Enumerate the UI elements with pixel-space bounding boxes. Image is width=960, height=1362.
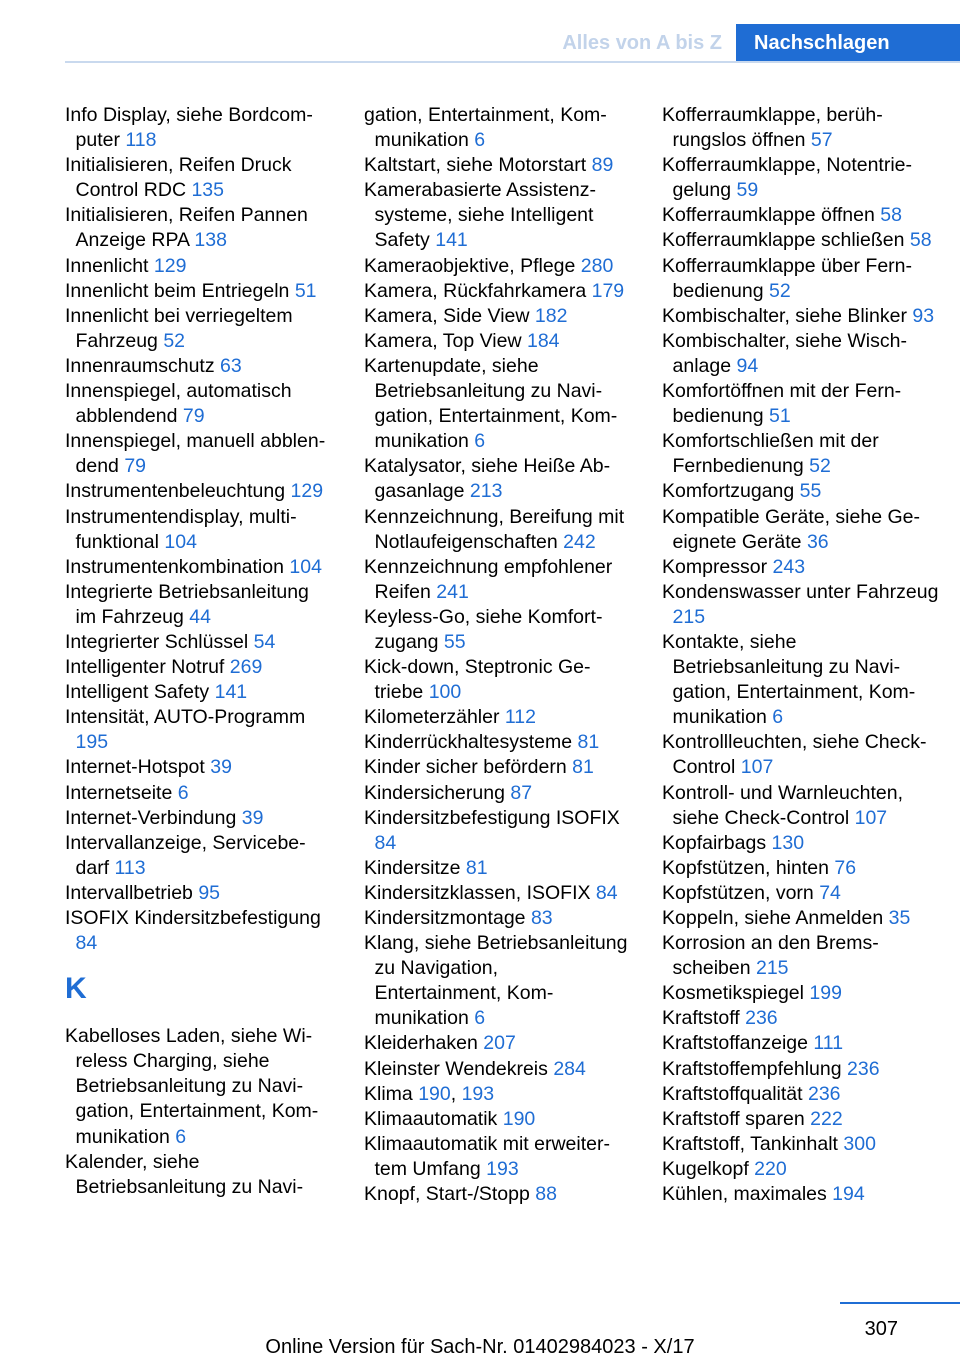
index-entry [65,705,330,755]
page-reference-link[interactable]: 39 [210,756,232,779]
index-term: Instrumentenbeleuchtung [65,480,286,503]
page-reference-link[interactable]: 36 [806,530,829,553]
index-term: Initialisieren, Reifen Druck Control RDC [65,154,292,202]
index-term: Kühlen, maximales [662,1183,827,1206]
header-chapter-tab: Nachschlagen [736,24,960,62]
index-entry [364,555,629,605]
index-term: Intelligent Safety [65,681,210,704]
index-entry [65,304,330,354]
page-reference-link[interactable]: 100 [428,681,462,704]
index-entry [65,781,330,806]
page-reference-link[interactable]: 130 [771,831,805,854]
index-term: Innenspiegel, automatisch abblendend [65,380,292,428]
index-entry [662,580,942,630]
index-entry [364,178,629,253]
index-entry [662,981,942,1006]
page-reference-link[interactable]: 269 [229,656,263,679]
index-term: Kofferraumklappe, berührungslos öffnen [662,104,883,152]
index-entry [65,881,330,906]
index-entry [65,153,330,203]
index-entry [65,254,330,279]
index-term: Kraftstoffqualität [662,1082,803,1105]
index-entry [364,1031,629,1056]
index-entry [662,103,942,153]
index-entry [662,479,942,504]
index-entry [662,881,942,906]
index-term: Kinderrückhaltesysteme [364,731,573,754]
index-term: Kofferraumklappe schließen [662,229,905,252]
page-reference-link[interactable]: 129 [153,254,187,277]
page-reference-link[interactable]: 138 [194,229,227,252]
page-reference-link[interactable]: 79 [124,455,147,478]
footer-accent-rule [840,1302,960,1304]
index-term: Kugelkopf [662,1157,749,1180]
index-term: Kraftstoffanzeige [662,1032,808,1055]
index-term: Intensität, AUTO-Programm [65,706,306,729]
page-reference-link[interactable]: 76 [834,856,857,879]
index-entry [364,1182,629,1207]
page-reference-link[interactable]: 194 [832,1183,865,1206]
page-reference-link[interactable]: 55 [799,480,822,503]
page-reference-link[interactable]: 182 [534,304,568,327]
index-term: Kaltstart, siehe Motorstart [364,154,587,177]
index-term: Kindersitze [364,856,461,879]
index-entry [662,304,942,329]
index-entry [65,1150,330,1200]
index-term: Kontroll- und Warnleuchten, siehe Check-Control [662,781,903,829]
page-reference-link[interactable]: 236 [807,1082,841,1105]
index-term: Innenspiegel, manuell abblendend [65,430,326,478]
index-entry [662,1006,942,1031]
index-entry [364,881,629,906]
index-term: Info Display, siehe Bordcomputer [65,104,313,152]
page-reference-link[interactable]: 193 [461,1082,495,1105]
index-entry [65,279,330,304]
index-entry [364,705,629,730]
index-entry [662,329,942,379]
index-entry [65,755,330,780]
index-term: Integrierter Schlüssel [65,630,249,653]
index-entry [364,755,629,780]
page-reference-link[interactable]: 184 [526,329,560,352]
index-entry: Klima 190, 193 [364,1082,495,1105]
index-entry [662,1107,942,1132]
index-column-3 [662,103,942,1207]
index-entry [364,605,629,655]
index-entry [662,429,942,479]
page-reference-link[interactable]: 6 [474,430,486,453]
page-reference-link[interactable]: 74 [819,881,841,904]
index-term: gation, Entertainment, Kommunikation [364,104,607,152]
page-reference-link[interactable]: 84 [75,932,98,955]
index-term: Internet-Verbindung [65,806,237,829]
index-entry [364,856,629,881]
index-entry [662,781,942,831]
page-reference-link[interactable]: 213 [469,480,503,503]
index-term: Kraftstoffempfehlung [662,1057,842,1080]
index-term: Integrierte Betriebsanleitung im Fahrzeug [65,580,309,628]
page-reference-link[interactable]: 300 [843,1132,876,1155]
index-entry [65,505,330,555]
index-term: Kamerabasierte Assistenzsysteme, siehe Intelligent Safety [364,179,596,252]
index-entry [364,806,629,856]
page-reference-link[interactable]: 52 [163,329,186,352]
index-term: Kofferraumklappe über Fernbedienung [662,254,913,302]
page-reference-link[interactable]: 107 [740,756,774,779]
index-term: Innenlicht [65,254,149,277]
index-entry [662,228,942,253]
page-reference-link[interactable]: 190 [418,1082,451,1105]
footer-online-version: Online Version für Sach-Nr. 01402984023 - X/17 [265,1336,695,1358]
page-reference-link[interactable]: 195 [75,731,109,754]
index-term: Innenlicht beim Entriegeln [65,279,290,302]
page-reference-link[interactable]: 58 [909,229,932,252]
page-reference-link[interactable]: 193 [486,1157,519,1180]
page-reference-link[interactable]: 222 [810,1107,843,1130]
page-reference-link[interactable]: 59 [736,179,759,202]
index-term: Kofferraumklappe, Notentriegelung [662,154,913,202]
index-entry [662,153,942,203]
page-reference-link[interactable]: 39 [241,806,264,829]
index-entry [662,1031,942,1056]
index-entry [662,1057,942,1082]
page-reference-link[interactable]: 190 [502,1107,536,1130]
index-term: Klimaautomatik mit erweitertem Umfang [364,1132,610,1180]
index-entry [662,254,942,304]
index-term: Kraftstoff [662,1007,740,1030]
page-reference-link[interactable]: 129 [290,480,324,503]
page-reference-link[interactable]: 179 [591,279,625,302]
index-entry [364,304,629,329]
index-term: Kompatible Geräte, siehe Geeignete Geräte [662,505,920,553]
page-reference-link[interactable]: 242 [563,530,596,553]
index-term: Kennzeichnung, Bereifung mit Notlaufeigenschaften [364,505,625,553]
index-term: Instrumentenkombination [65,555,284,578]
page-reference-link[interactable]: 107 [854,806,888,829]
index-entry [662,555,942,580]
index-term: Kofferraumklappe öffnen [662,204,875,227]
index-term: Kleinster Wendekreis [364,1057,548,1080]
page-reference-link[interactable]: 52 [809,455,831,478]
page-reference-link[interactable]: 112 [504,706,536,729]
index-term: Kartenupdate, siehe Betriebsanleitung zu Navigation, Entertainment, Kommunikation [364,354,618,453]
page-reference-link[interactable]: 113 [114,856,146,879]
index-entry [65,479,330,504]
index-entry [364,279,629,304]
index-term: Kameraobjektive, Pflege [364,254,576,277]
page-reference-link[interactable]: 111 [813,1032,844,1055]
index-term: Internet-Hotspot [65,756,205,779]
index-term: Klimaautomatik [364,1107,498,1130]
index-entry [364,505,629,555]
page-reference-link[interactable]: 89 [591,154,614,177]
index-term: Innenlicht bei verriegeltem Fahrzeug [65,304,293,352]
index-term: Intervallanzeige, Servicebedarf [65,831,306,879]
index-term: Instrumentendisplay, multifunktional [65,505,297,553]
page-reference-link[interactable]: 118 [125,129,157,152]
page-reference-link[interactable]: 93 [912,304,935,327]
page-reference-link[interactable]: 220 [754,1157,787,1180]
page-reference-link[interactable]: 54 [253,630,276,653]
index-term: Innenraumschutz [65,354,215,377]
index-entry [65,630,330,655]
index-entry [364,781,629,806]
page-reference-link[interactable]: 52 [769,279,791,302]
index-entry [65,806,330,831]
index-term: Kamera, Side View [364,304,530,327]
index-entry [662,730,942,780]
page-reference-link[interactable]: 6 [474,1007,486,1030]
index-entry [65,555,330,580]
index-entry [364,730,629,755]
page-reference-link[interactable]: 243 [772,555,806,578]
index-entry [662,1132,942,1157]
page-reference-link[interactable]: 6 [175,1125,187,1148]
index-entry [364,1107,629,1132]
index-entry [662,505,942,555]
page-reference-link[interactable]: 83 [530,907,553,929]
page-reference-link[interactable]: 88 [535,1183,557,1206]
index-term: Kamera, Top View [364,329,522,352]
index-entry [65,379,330,429]
index-term: Kontrollleuchten, siehe Check-Control [662,731,927,779]
header-section-title: Alles von A bis Z [562,32,722,54]
index-entry [662,630,942,730]
index-term: ISOFIX Kindersitzbefestigung [65,907,321,929]
index-term: Kamera, Rückfahrkamera [364,279,587,302]
index-term: Kopfairbags [662,831,767,854]
page-reference-link[interactable]: 55 [443,630,466,653]
index-term: Korrosion an den Bremsscheiben [662,932,879,980]
index-entry [65,906,330,956]
index-term: Katalysator, siehe Heiße Abgasanlage [364,455,611,503]
index-term: Komfortzugang [662,480,795,503]
page-reference-link[interactable]: 58 [880,204,902,227]
index-entry [662,203,942,228]
index-term: Intervallbetrieb [65,881,193,904]
page-reference-link[interactable]: 6 [772,706,784,729]
index-term: Kompressor [662,555,768,578]
index-entry [364,354,629,454]
index-term: Klima [364,1082,413,1105]
index-entry [364,655,629,705]
index-term: Kraftstoff, Tankinhalt [662,1132,838,1155]
index-column-2 [364,103,629,1207]
page-reference-link[interactable]: 104 [164,530,197,553]
page-reference-link[interactable]: 63 [220,354,242,377]
page-reference-link[interactable]: 35 [888,907,911,929]
index-term: Kontakte, siehe Betriebsanleitung zu Navigation, Entertainment, Kommunikation [662,630,916,729]
index-term: Kindersitzklassen, ISOFIX [364,881,591,904]
page-reference-link[interactable]: 6 [177,781,189,804]
index-entry [65,354,330,379]
page-reference-link[interactable]: 6 [474,129,486,152]
index-term: Internetseite [65,781,173,804]
index-term: Kombischalter, siehe Blinker [662,304,907,327]
page-reference-link[interactable]: 236 [745,1007,778,1030]
index-term: Kinder sicher befördern [364,756,567,779]
index-entry [65,103,330,153]
index-term: Koppeln, siehe Anmelden [662,907,884,929]
index-term: Knopf, Start-/Stopp [364,1183,530,1206]
index-term: Kleiderhaken [364,1032,478,1055]
page-reference-link[interactable]: 95 [198,881,221,904]
index-term: Kopfstützen, vorn [662,881,814,904]
index-entry [662,1157,942,1182]
index-entry [364,454,629,504]
page-reference-link[interactable]: 51 [769,405,791,428]
index-term: Komfortöffnen mit der Fernbedienung [662,380,902,428]
page-number: 307 [864,1318,898,1340]
page-reference-link[interactable]: 87 [510,781,533,804]
index-term: Kilometerzähler [364,706,500,729]
index-term: Kalender, siehe Betriebsanleitung zu Navi- [65,1150,304,1198]
page-reference-link[interactable]: 215 [755,957,789,980]
page-reference-link[interactable]: 84 [595,881,618,904]
page-reference-link[interactable]: 236 [847,1057,880,1080]
index-entry [662,379,942,429]
index-entry [65,831,330,881]
index-entry [662,1082,942,1107]
index-entry [364,1057,629,1082]
page-reference-link[interactable]: 94 [736,354,759,377]
page-reference-link[interactable]: 81 [577,731,600,754]
index-entry [662,931,942,981]
index-entry [65,1024,330,1149]
page-reference-link[interactable]: 44 [189,605,211,628]
page-reference-link[interactable]: 135 [191,179,224,202]
index-term: Kabelloses Laden, siehe Wireless Charging, siehe Betriebsanleitung zu Navigation, Entertainment, Kommunikation [65,1025,319,1148]
page-reference-link[interactable]: 81 [572,756,594,779]
index-entry [65,429,330,479]
page-reference-link[interactable]: 215 [672,605,706,628]
index-term: Kopfstützen, hinten [662,856,829,879]
index-term: Komfortschließen mit der Fernbedienung [662,430,879,478]
index-entry [65,580,330,630]
index-term: Klang, siehe Betriebsanleitung zu Navigation, Entertainment, Kommunikation [364,932,628,1030]
index-column-1 [65,103,330,1200]
index-letter-heading: K [65,972,87,1006]
index-term: Kindersitzbefestigung ISOFIX [364,806,620,829]
index-entry [364,329,629,354]
index-entry [364,153,629,178]
index-term: Kosmetikspiegel [662,982,804,1005]
page-reference-link[interactable]: 84 [374,831,397,854]
index-term: Kennzeichnung empfohlener Reifen [364,555,613,603]
page-reference-link[interactable]: 81 [465,856,488,879]
index-term: Kombischalter, siehe Wischanlage [662,329,907,377]
index-term: Kindersicherung [364,781,505,804]
index-term: Kondenswasser unter Fahrzeug [662,580,939,603]
page-reference-link[interactable]: 57 [810,129,833,152]
index-term: Keyless-Go, siehe Komfortzugang [364,605,603,653]
index-entry [662,856,942,881]
index-term: Kick-down, Steptronic Getriebe [364,656,591,704]
page-reference-link[interactable]: 199 [809,982,842,1005]
index-term: Intelligenter Notruf [65,656,225,679]
index-entry [364,103,629,153]
index-entry [364,254,629,279]
index-entry [662,1182,942,1207]
page-reference-link[interactable]: 141 [435,229,468,252]
page-reference-link[interactable]: 207 [483,1032,516,1055]
header-divider [65,61,960,63]
index-entry [364,931,629,1031]
index-entry [662,831,942,856]
index-term: Kraftstoff sparen [662,1107,805,1130]
index-term: Initialisieren, Reifen Pannen Anzeige RPA [65,204,308,252]
index-entry [65,203,330,253]
page-reference-link[interactable]: 284 [553,1057,586,1080]
index-entry [364,906,629,931]
page-reference-link[interactable]: 104 [289,555,322,578]
page-reference-link[interactable]: 280 [580,254,614,277]
page-reference-link[interactable]: 51 [294,279,317,302]
page-reference-link[interactable]: 141 [214,681,248,704]
page-reference-link[interactable]: 241 [436,580,469,603]
index-entry [364,1132,629,1182]
index-entry [65,680,330,705]
index-entry [662,906,942,931]
index-entry [65,655,330,680]
page-reference-link[interactable]: 79 [182,405,205,428]
index-term: Kindersitzmontage [364,907,526,929]
